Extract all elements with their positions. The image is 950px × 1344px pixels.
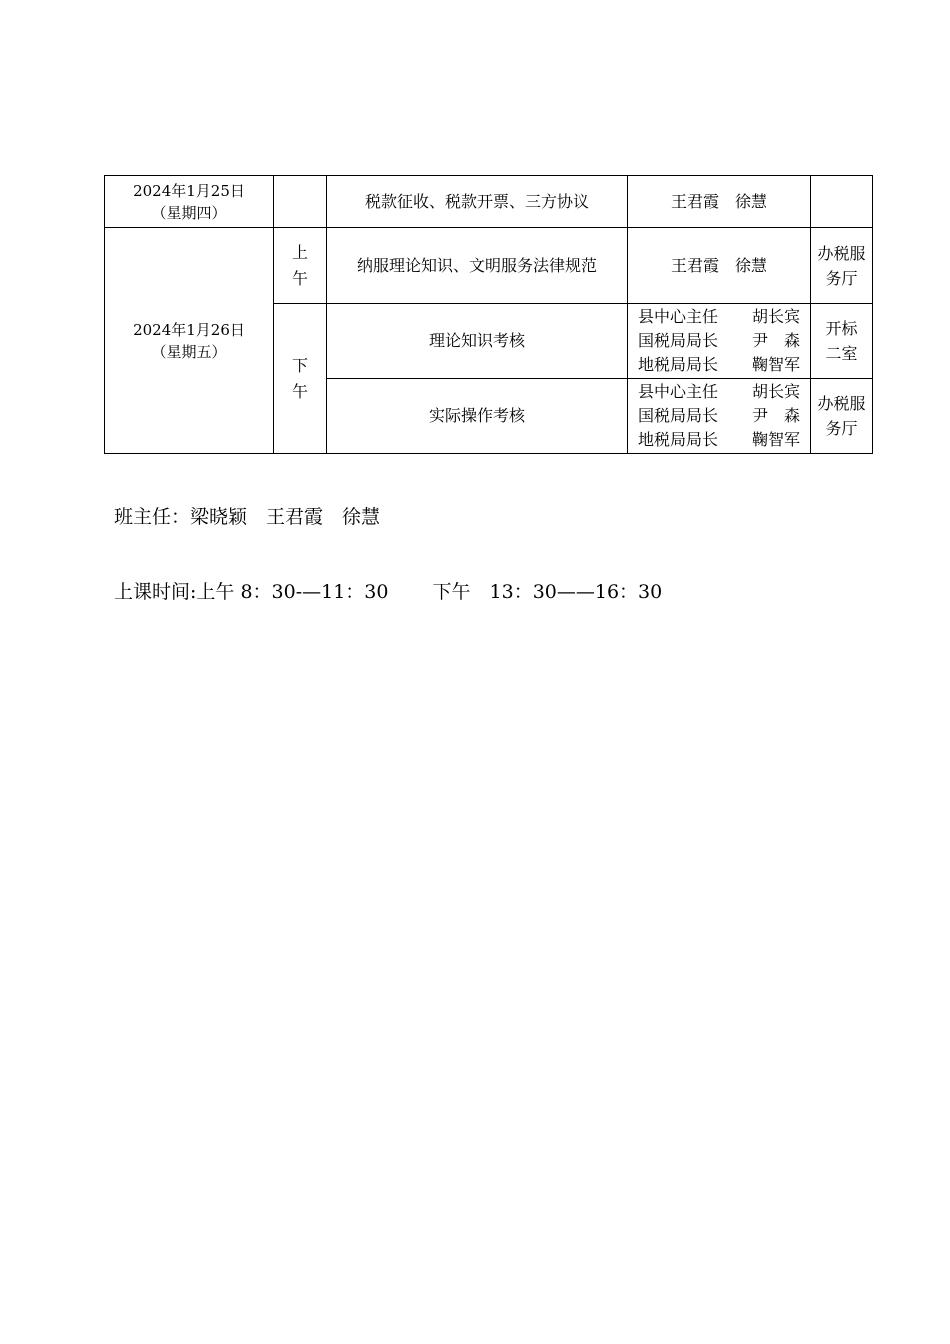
teacher-title: 地税局局长: [638, 355, 719, 374]
date-line: 2024年1月26日: [133, 320, 245, 339]
content-cell: 税款征收、税款开票、三方协议: [327, 176, 628, 228]
content-cell: [327, 228, 628, 304]
class-time-line: 上课时间:上午 8：30-—11：30 下午 13：30——16：30: [114, 581, 663, 603]
schedule-notes: [114, 455, 662, 630]
teacher-line: [628, 404, 810, 428]
teacher-line: [628, 329, 810, 353]
teacher-name: 胡长宾: [751, 307, 800, 326]
location-text: 办税服务厅: [817, 243, 866, 288]
teacher-title: 国税局局长: [638, 406, 719, 425]
date-cell: [105, 176, 274, 228]
teacher-title: 县中心主任: [638, 382, 719, 401]
teacher-cell: 王君霞 徐慧: [628, 176, 811, 228]
teacher-name: 鞠智军: [751, 355, 800, 374]
location-cell: [811, 379, 873, 454]
location-cell: [811, 176, 873, 228]
teacher-name: 胡长宾: [751, 382, 800, 401]
period-label: 上午: [291, 242, 308, 288]
location-text: 开标二室: [825, 319, 858, 363]
weekday-line: （星期四）: [151, 203, 227, 222]
period-cell: [274, 304, 327, 454]
teacher-title: 国税局局长: [638, 331, 719, 350]
table-row: [105, 228, 873, 304]
schedule-table: [104, 175, 873, 454]
teacher-title: 县中心主任: [638, 307, 719, 326]
teacher-cell: [628, 379, 811, 454]
location-cell: [811, 228, 873, 304]
period-cell: [274, 176, 327, 228]
teacher-line: [628, 380, 810, 404]
content-text: 纳服理论知识、文明服务法律规范: [356, 255, 597, 275]
weekday-line: （星期五）: [151, 342, 227, 361]
teacher-title: 地税局局长: [638, 430, 719, 449]
teacher-name: 鞠智军: [751, 430, 800, 449]
teacher-cell: [628, 304, 811, 379]
class-teacher-line: 班主任：梁晓颖 王君霞 徐慧: [114, 506, 381, 528]
location-cell: [811, 304, 873, 379]
teacher-cell: 王君霞 徐慧: [628, 228, 811, 304]
period-label: 下午: [291, 355, 308, 401]
table-row: [105, 176, 873, 228]
date-cell: [105, 228, 274, 454]
period-cell: [274, 228, 327, 304]
location-text: 办税服务厅: [817, 394, 866, 438]
teacher-name: 尹 森: [751, 331, 800, 350]
teacher-line: [628, 353, 810, 377]
content-cell: 实际操作考核: [327, 379, 628, 454]
teacher-line: [628, 305, 810, 329]
content-cell: 理论知识考核: [327, 304, 628, 379]
teacher-name: 尹 森: [751, 406, 800, 425]
date-line: 2024年1月25日: [133, 181, 245, 200]
teacher-line: [628, 428, 810, 452]
